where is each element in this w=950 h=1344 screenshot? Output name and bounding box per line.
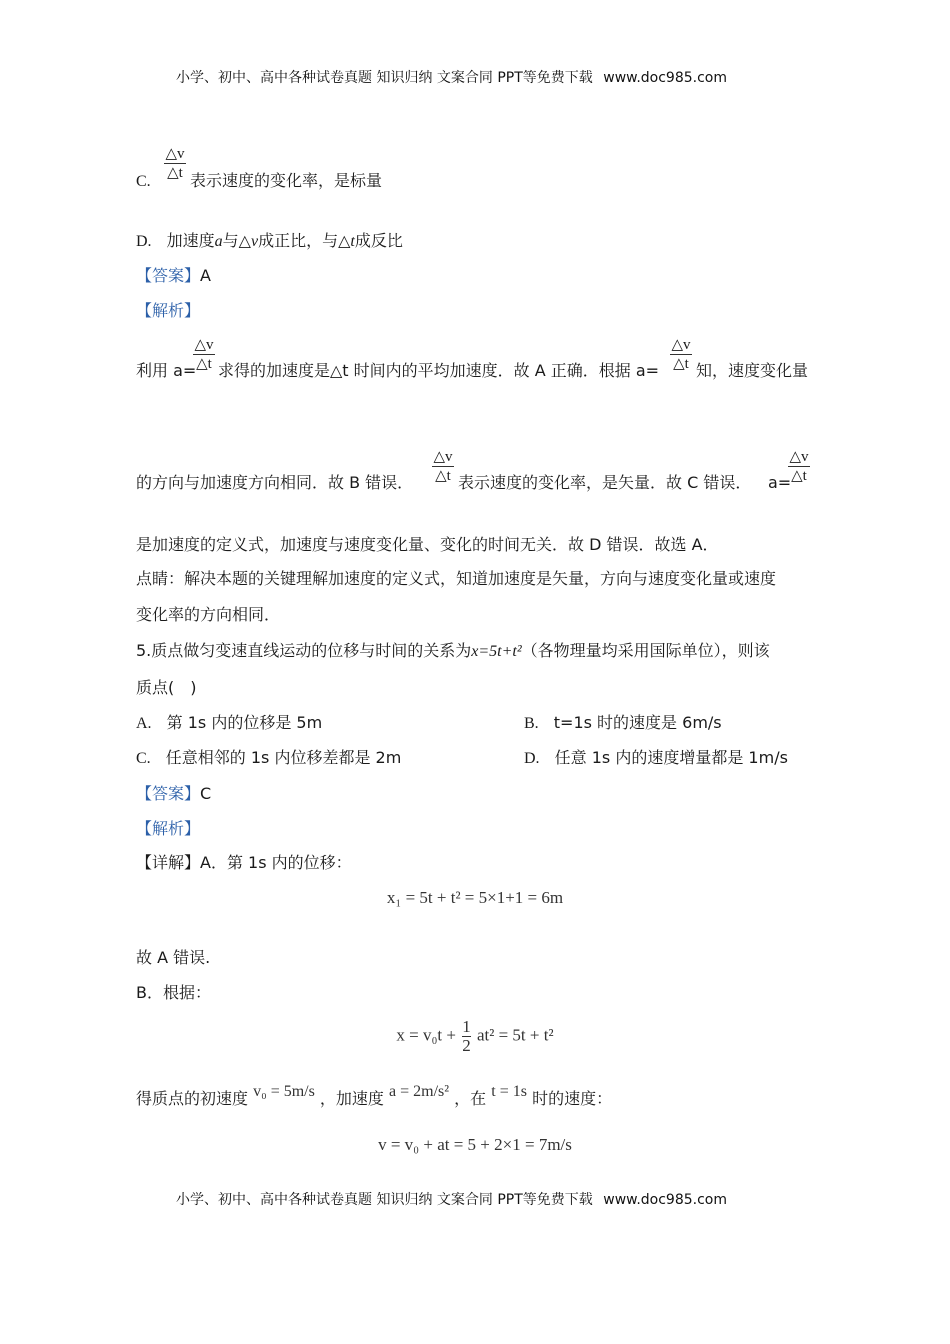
q5-conclusion-a: 故 A 错误. [136,948,211,967]
header-site: www.doc985.com [603,70,727,86]
header-text: 小学、初中、高中各种试卷真题 知识归纳 文案合同 PPT等免费下载 [176,70,593,86]
q4-analysis-line1-b: 求得的加速度是△t 时间内的平均加速度．故 A 正确．根据 a= [218,361,660,380]
q4-analysis-line2-c: a= [768,473,792,492]
q4-option-d: D. 加速度a与△v成正比，与△t成反比 [136,231,403,250]
q5-analysis-tag: 【解析】 [136,819,201,838]
fraction-dv-dt: $\frac{\triangle v}{\triangle t}$ [165,146,185,181]
q4-analysis-line3: 是加速度的定义式，加速度与速度变化量、变化的时间无关．故 D 错误．故选 A． [136,535,719,554]
footer-site: www.doc985.com [603,1192,727,1208]
q4-note-line1: 点睛：解决本题的关键理解加速度的定义式，知道加速度是矢量，方向与速度变化量或速度 [136,569,777,588]
q5-answer: 【答案】C [136,784,212,803]
q5-initial-velocity-line: 得质点的初速度 v₀ = 5m/s ，加速度 a = 2m/s² ，在 t = 1s 时的速度： [136,1083,613,1108]
q5-option-a: A. 第 1s 内的位移是 5m [136,713,323,732]
q5-detail-b: B．根据： [136,983,211,1002]
q4-option-c: C. [136,173,151,190]
q5-option-c: C. 任意相邻的 1s 内位移差都是 2m [136,748,402,767]
q5-stem: 5.质点做匀变速直线运动的位移与时间的关系为x=5t+t²（各物理量均采用国际单位），则该 [136,641,770,660]
q5-option-b: B. t=1s 时的速度是 6m/s [524,713,722,732]
fraction-dv-dt: $\frac{\triangle v}{\triangle t}$ [433,449,453,484]
equation-kinematics: x = v₀t + $\frac{1}{2}$ at² = 5t + t² [396,1017,554,1055]
equation-displacement: x₁ = 5t + t² = 5×1+1 = 6m [386,888,564,907]
q4-analysis-line1-a: 利用 a= [136,361,197,380]
q5-option-d: D. 任意 1s 内的速度增量都是 1m/s [524,748,788,767]
q4-analysis-tag: 【解析】 [136,301,201,320]
page-footer [176,1190,727,1210]
footer-text: 小学、初中、高中各种试卷真题 知识归纳 文案合同 PPT等免费下载 [176,1192,593,1208]
q4-note-line2: 变化率的方向相同． [136,605,281,624]
fraction-dv-dt: $\frac{\triangle v}{\triangle t}$ [789,449,809,484]
q5-detail-a: 【详解】A．第 1s 内的位移： [136,853,352,872]
q4-analysis-line1-c: 知，速度变化量 [696,361,809,380]
q4-option-c-text: 表示速度的变化率，是标量 [190,171,383,190]
equation-velocity: v = v₀ + at = 5 + 2×1 = 7m/s [378,1135,572,1154]
fraction-dv-dt: $\frac{\triangle v}{\triangle t}$ [671,337,691,372]
fraction-dv-dt: $\frac{\triangle v}{\triangle t}$ [194,337,214,372]
q4-analysis-line2-a: 的方向与加速度方向相同．故 B 错误． [136,473,414,492]
q4-analysis-line2-b: 表示速度的变化率，是矢量．故 C 错误． [458,473,752,492]
q5-stem-cont: 质点( ) [136,678,197,697]
q4-answer: 【答案】A [136,266,211,285]
fraction-one-half: $\frac{1}{2}$ [462,1017,471,1055]
page-header [176,68,727,88]
